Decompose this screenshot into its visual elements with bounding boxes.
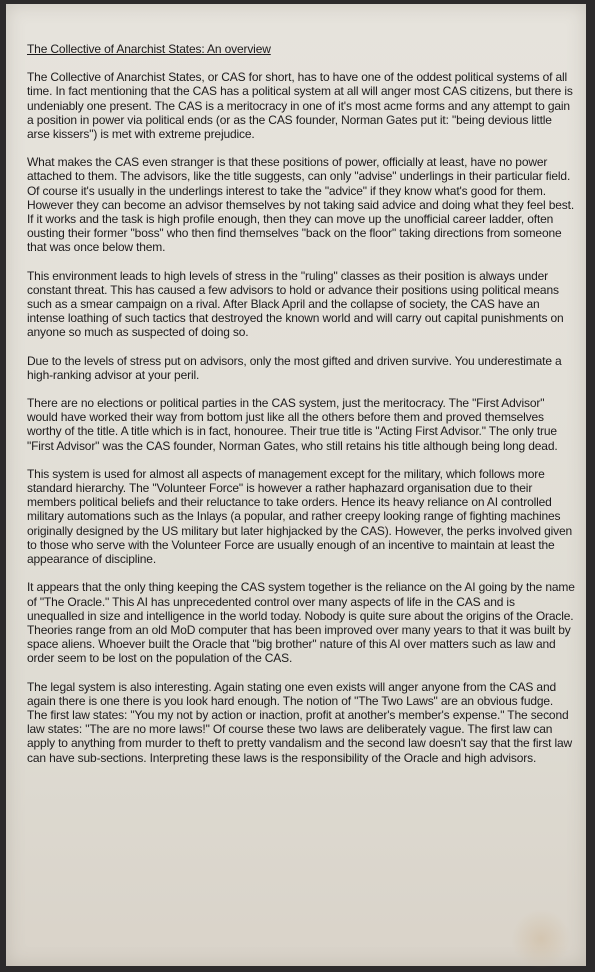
paper-stain [511, 909, 571, 969]
paragraph-military: This system is used for almost all aspects of management except for the military, which follows more standard hierarchy. The "Volunteer Force" is however a rather haphazard organisation due to their members political beliefs and their reluctance to take orders. Hence its heavy reliance on AI controlled military automations such as the Inlays (a popular, and rather creepy looking range of fighting machines originally designed by the US military but later highjacked by the CAS). However, the perks involved given to those who serve with the Volunteer Force are usually enough of an incentive to maintain at least the appearance of discipline. [27, 466, 573, 567]
paragraph-intro: The Collective of Anarchist States, or CAS for short, has to have one of the oddest political systems of all time. In fact mentioning that the CAS has a political system at all will anger most CAS citizens, but there is undeniably one present. The CAS is a meritocracy in one of it's most acme forms and any attempt to gain a position in power via political ends (or as the CAS founder, Norman Gates put it: "being devious little arse kissers") is met with extreme prejudice. [27, 70, 573, 142]
paragraph-survival: Due to the levels of stress put on advisors, only the most gifted and driven survive. You underestimate a high-ranking advisor at your peril. [27, 353, 562, 382]
paragraph-oracle: It appears that the only thing keeping the CAS system together is the reliance on the AI going by the name of "The Oracle." This AI has unprecedented control over many aspects of life in the CAS and is unequalled in size and intelligence in the world today. Nobody is quite sure about the origins of the Oracle. Theories range from an old MoD computer that has been improved over many years to that it was built by space aliens. Whoever built the Oracle that "big brother" nature of this AI over matters such as law and order seem to be lost on the population of the CAS. [27, 580, 575, 666]
document-page [6, 4, 586, 966]
paragraph-advisors: What makes the CAS even stranger is that these positions of power, officially at least, have no power attached to them. The advisors, like the title suggests, can only "advise" underlings in their particular field. Of course it's usually in the underlings interest to take the "advice" if they know what's good for them. However they can become an advisor themselves by not taking said advice and doing what they feel best. If it works and the task is high profile enough, then they can move up the unofficial career ladder, often ousting their former "boss" who then find themselves "back on the floor" taking directions from someone that was once below them. [27, 155, 575, 255]
document-body [27, 42, 575, 779]
paragraph-legal: The legal system is also interesting. Again stating one even exists will anger anyone from the CAS and again there is one there is you look hard enough. The notion of "The Two Laws" are an obvious fudge. The first law states: "You my not by action or inaction, profit at another's member's expense." The second law states: "The are no more laws!" Of course these two laws are deliberately vague. The first law can apply to anything from murder to theft to pretty vandalism and the second law doesn't say that the first law can have sub-sections. Interpreting these laws is the responsibility of the Oracle and high advisors. [27, 679, 573, 765]
document-title: The Collective of Anarchist States: An overview [27, 42, 271, 56]
paragraph-first-advisor: There are no elections or political parties in the CAS system, just the meritocracy. The "First Advisor" would have worked their way from bottom just like all the others before them and proved themselves worthy of the title. A title which is in fact, honouree. Their true title is "Acting First Advisor." The only true "First Advisor" was the CAS founder, Norman Gates, who still retains his title although being long dead. [27, 396, 558, 453]
paragraph-stress: This environment leads to high levels of stress in the "ruling" classes as their position is always under constant threat. This has caused a few advisors to hold or advance their positions using political means such as a smear campaign on a rival. After Black April and the collapse of society, the CAS have an intense loathing of such tactics that destroyed the known world and will carry out capital punishments on anyone so much as suspected of doing so. [27, 268, 564, 340]
